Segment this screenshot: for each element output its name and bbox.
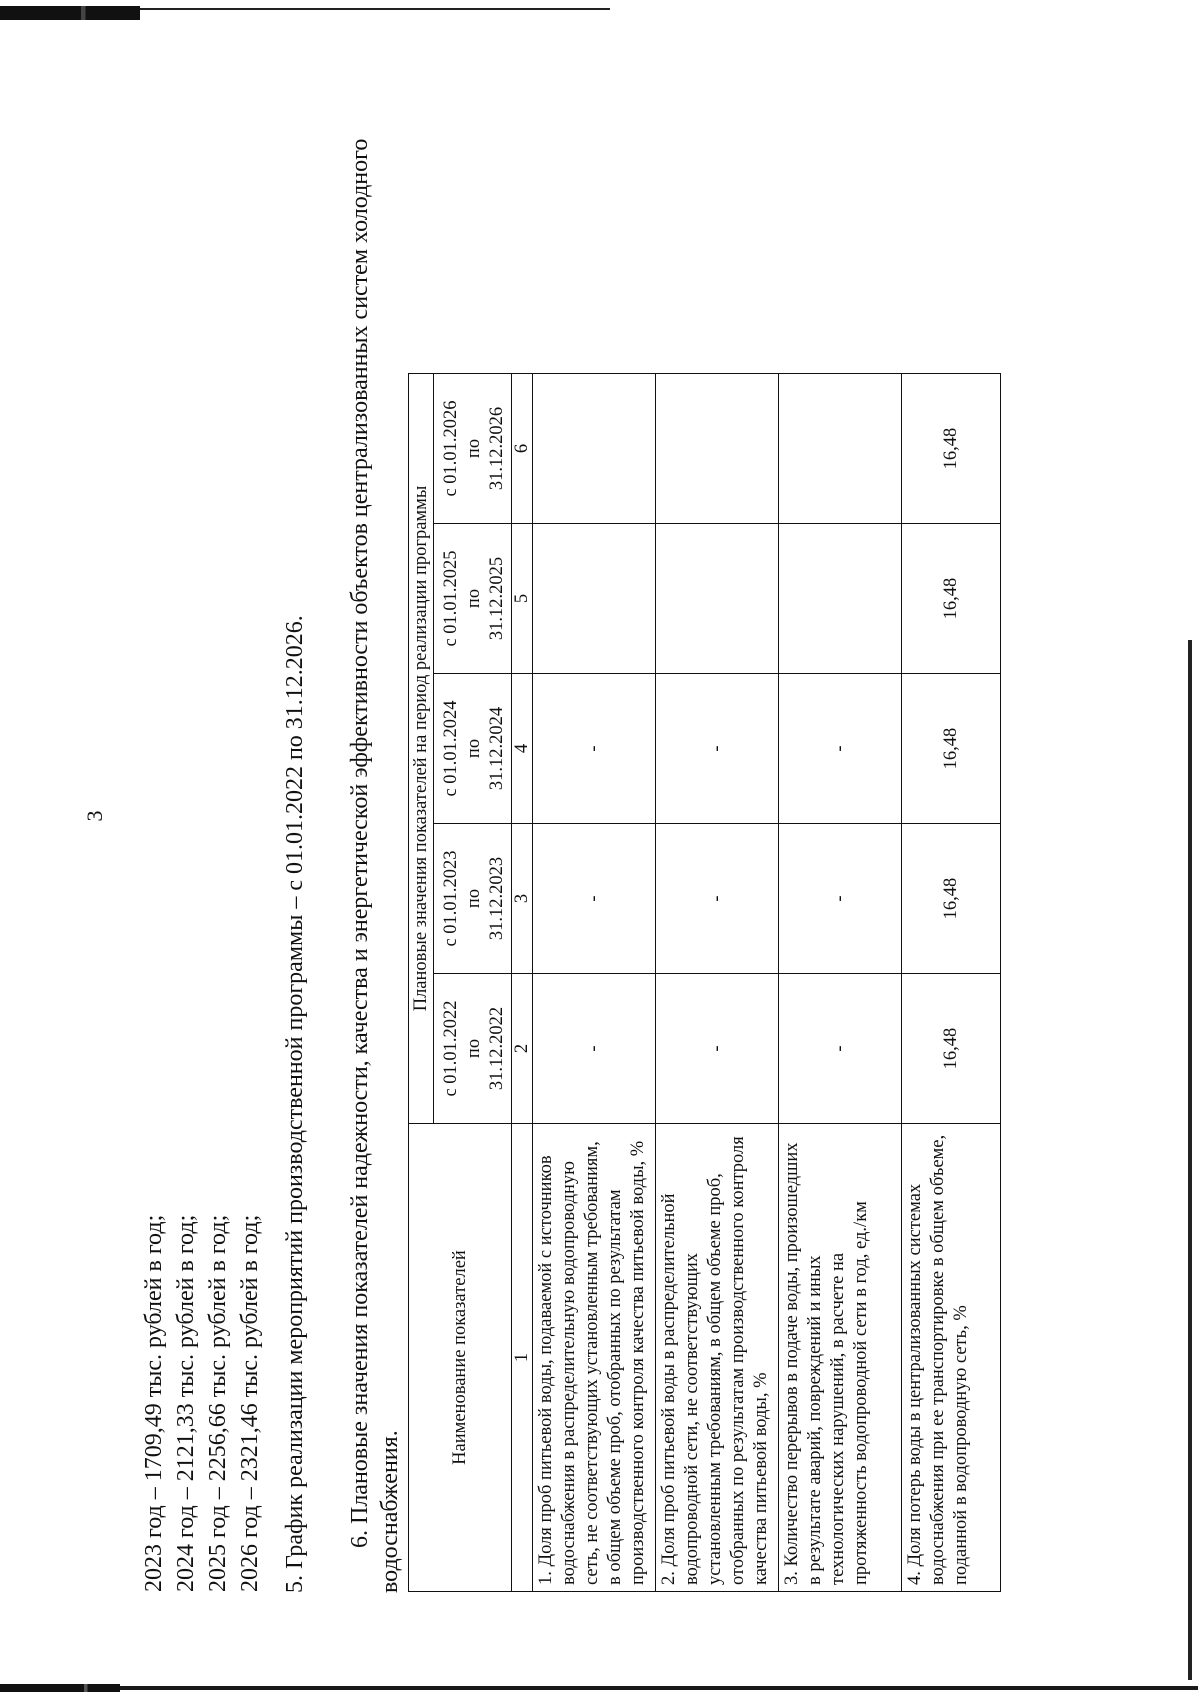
indicator-value: 16,48 — [902, 974, 1001, 1124]
indicator-value — [779, 524, 902, 674]
column-number: 5 — [512, 524, 533, 674]
indicator-value — [533, 374, 656, 524]
table-row — [533, 374, 656, 1592]
period-header-2026: с 01.01.2026 по 31.12.2026 — [434, 374, 512, 524]
cost-line-2026: 2026 год – 2321,46 тыс. рублей в год; — [237, 1214, 263, 1592]
indicator-value: 16,48 — [902, 524, 1001, 674]
period-header-2022: с 01.01.2022 по 31.12.2022 — [434, 974, 512, 1124]
indicator-value — [656, 374, 779, 524]
indicator-name: 4. Доля потерь воды в централизованных системах водоснабжения при ее транспортировке в общем объеме, поданной в водопроводную сеть, % — [902, 1124, 1001, 1592]
column-number: 1 — [512, 1124, 533, 1592]
indicator-value: - — [533, 974, 656, 1124]
indicator-value: - — [533, 824, 656, 974]
indicator-value: - — [656, 824, 779, 974]
indicator-value: 16,48 — [902, 374, 1001, 524]
indicator-value — [533, 524, 656, 674]
indicator-value — [779, 374, 902, 524]
name-column-header: Наименование показателей — [409, 1124, 512, 1592]
indicator-value: - — [779, 974, 902, 1124]
column-number-row — [512, 374, 533, 1592]
indicator-value: - — [779, 824, 902, 974]
indicators-table — [408, 373, 1001, 1592]
column-number: 3 — [512, 824, 533, 974]
period-header-2025: с 01.01.2025 по 31.12.2025 — [434, 524, 512, 674]
indicator-value — [656, 524, 779, 674]
table-row — [656, 374, 779, 1592]
cost-line-2024: 2024 год – 2121,33 тыс. рублей в год; — [173, 1214, 199, 1592]
indicator-value: - — [533, 674, 656, 824]
column-number: 2 — [512, 974, 533, 1124]
section-5-schedule: 5. График реализации мероприятий производственной программы – с 01.01.2022 по 31.12.2026. — [282, 615, 308, 1593]
table-row — [779, 374, 902, 1592]
indicator-value: - — [656, 674, 779, 824]
period-header-2023: с 01.01.2023 по 31.12.2023 — [434, 824, 512, 974]
annual-cost-list — [138, 1215, 266, 1592]
period-group-header: Плановые значения показателей на период реализации программы — [409, 374, 434, 1124]
indicator-name: 1. Доля проб питьевой воды, подаваемой с источников водоснабжения в распределительную водопроводную сеть, не соответствующих установленным требованиям, в общем объеме проб, отобранных по результатам производственного контроля качества питьевой воды, % — [533, 1124, 656, 1592]
column-number: 4 — [512, 674, 533, 824]
indicator-name: 2. Доля проб питьевой воды в распределительной водопроводной сети, не соответствующих установленным требованиям, в общем объеме проб, отобранных по результатам производственного контроля качества питьевой воды, % — [656, 1124, 779, 1592]
period-header-2024: с 01.01.2024 по 31.12.2024 — [434, 674, 512, 824]
table-header-row-1 — [409, 374, 434, 1592]
indicator-value: - — [656, 974, 779, 1124]
column-number: 6 — [512, 374, 533, 524]
indicator-name: 3. Количество перерывов в подаче воды, произошедших в результате аварий, повреждений и иных технологических нарушений, в расчете на протяженность водопроводной сети в год, ед./км — [779, 1124, 902, 1592]
cost-line-2025: 2025 год – 2256,66 тыс. рублей в год; — [205, 1214, 231, 1592]
indicator-value: 16,48 — [902, 674, 1001, 824]
indicator-value: - — [779, 674, 902, 824]
table-row — [902, 374, 1001, 1592]
page-number: 3 — [82, 810, 107, 822]
section-6-heading: 6. Плановые значения показателей надежности, качества и энергетической эффективности объектов централизованных систем холодного водоснабжения. — [347, 138, 403, 1593]
indicator-value: 16,48 — [902, 824, 1001, 974]
cost-line-2023: 2023 год – 1709,49 тыс. рублей в год; — [141, 1214, 167, 1592]
